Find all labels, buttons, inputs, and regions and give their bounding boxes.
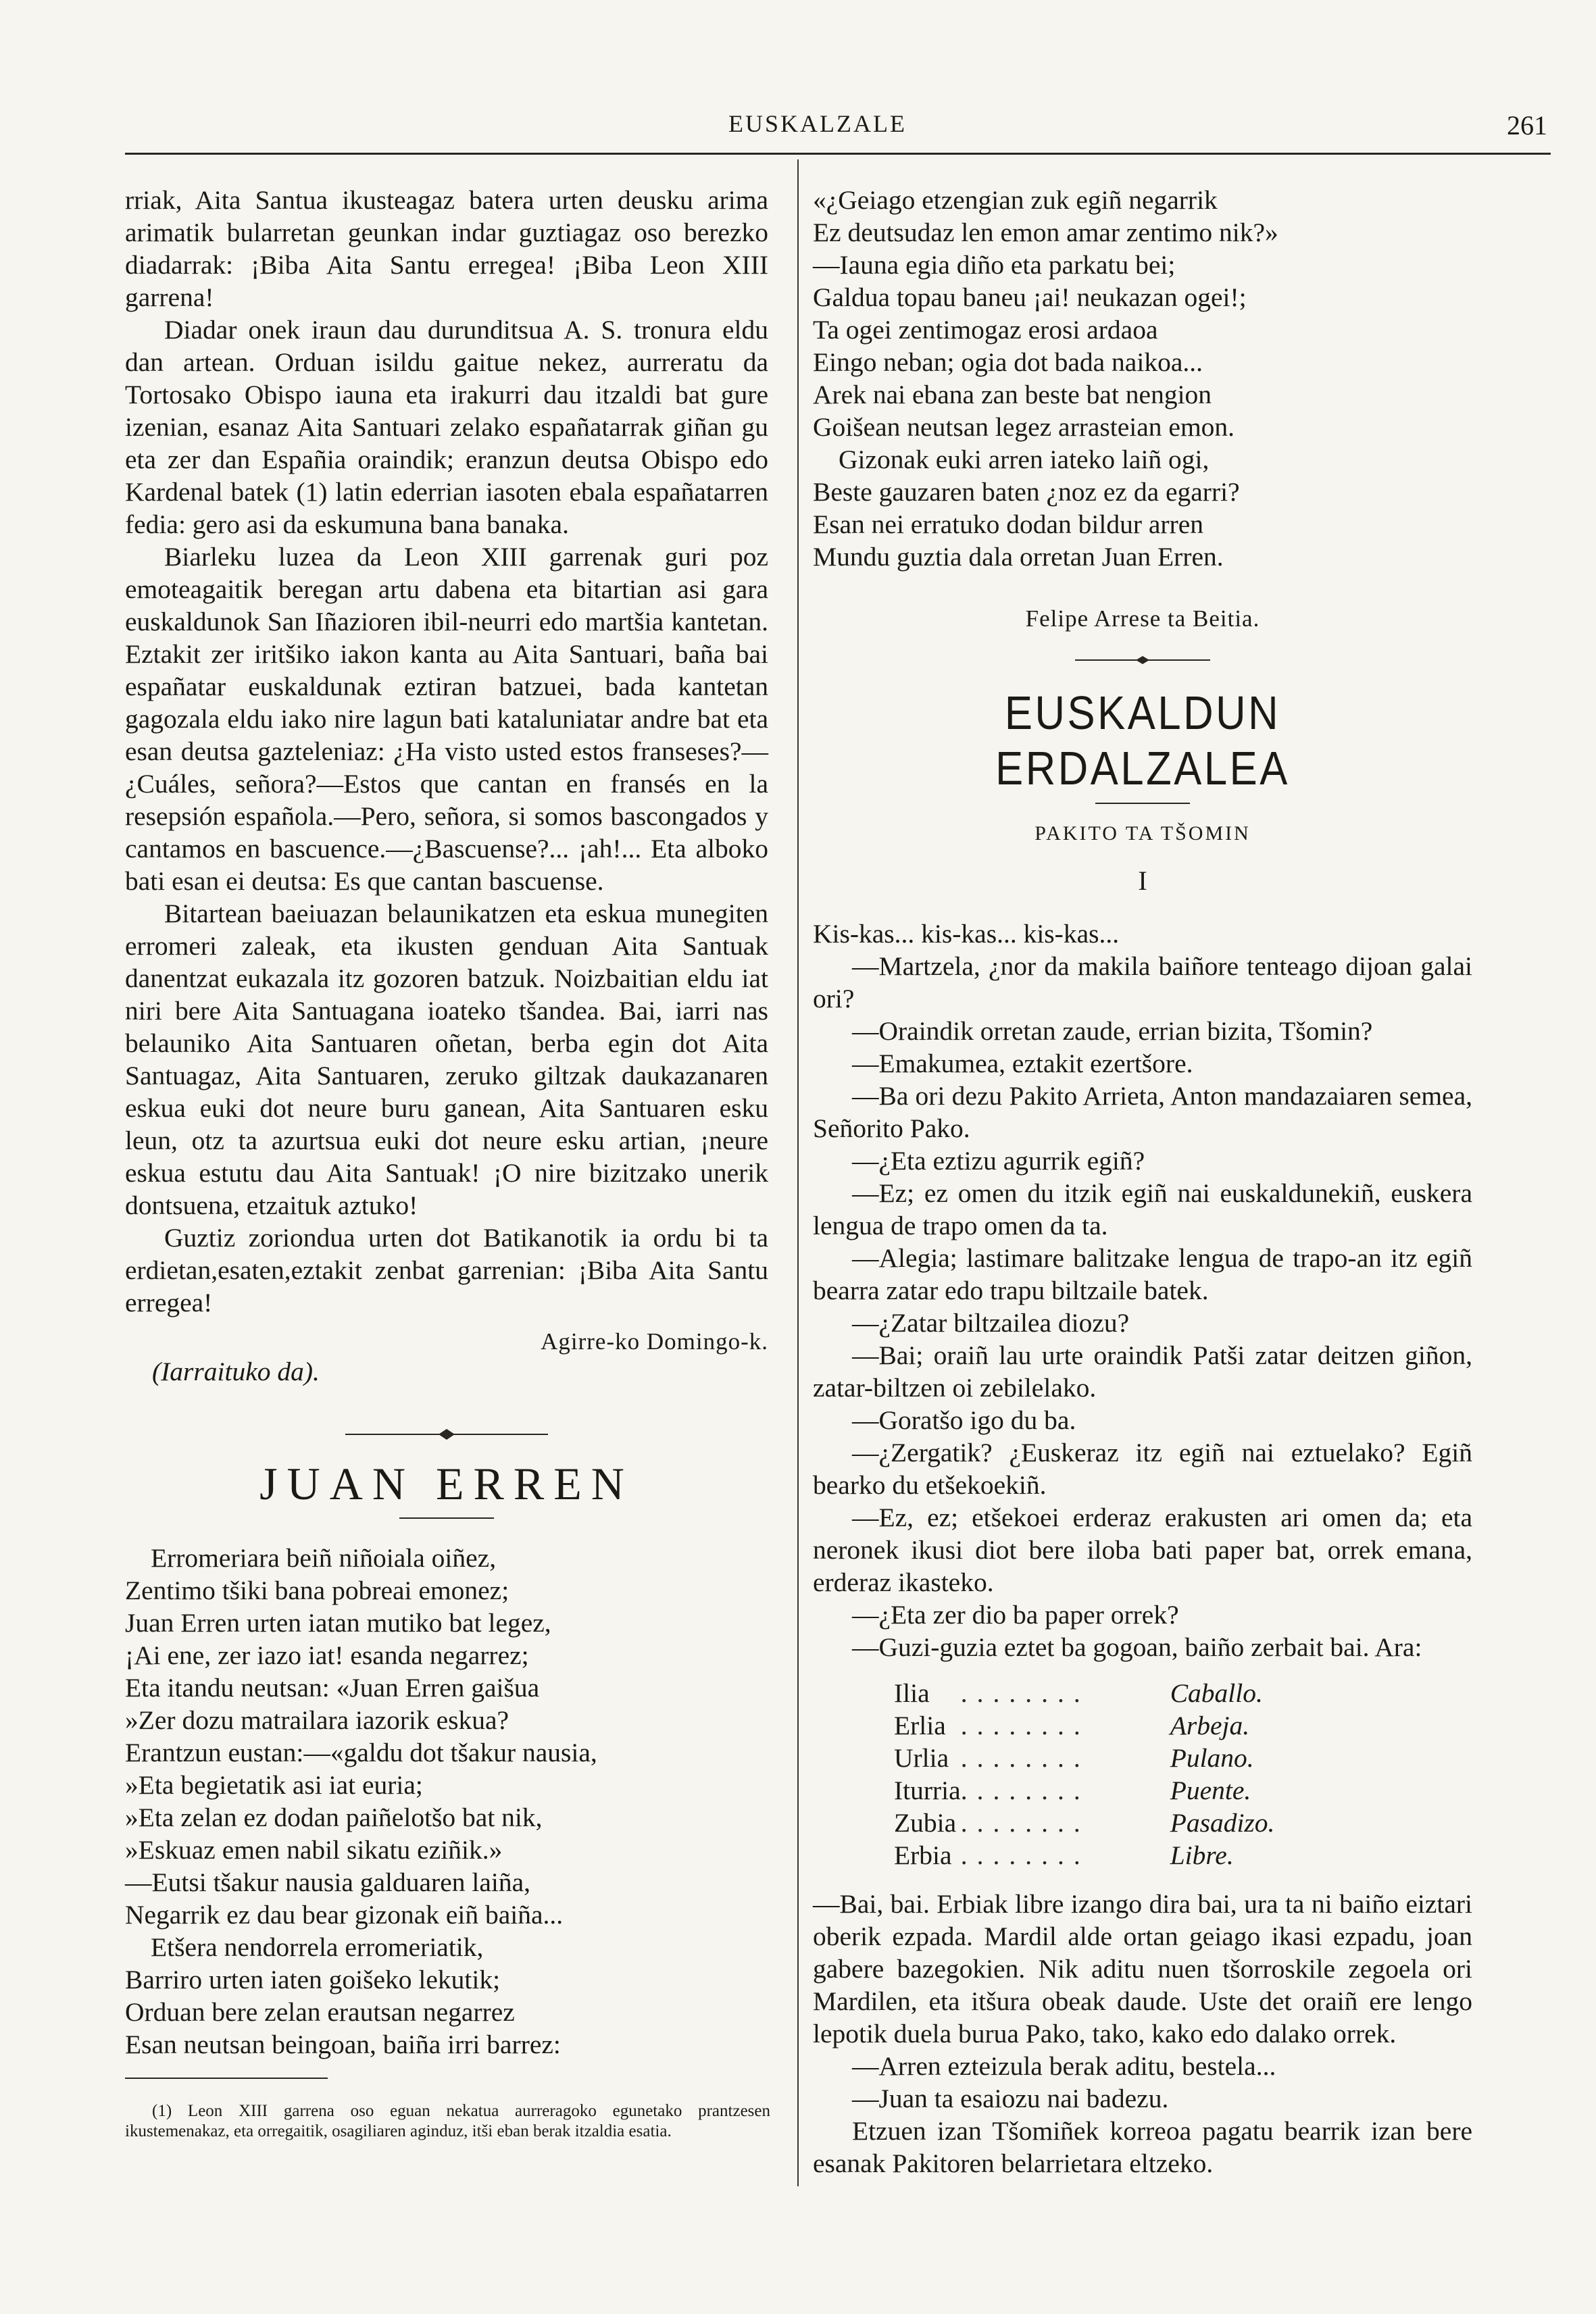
poem-line: »Eta zelan ez dodan paiñelotšo bat nik, xyxy=(125,1803,543,1832)
poem-line: Arek nai ebana zan beste bat nengion xyxy=(813,380,1212,409)
dialogue-line: —¿Zatar biltzailea diozu? xyxy=(852,1308,1130,1338)
ornament-divider xyxy=(345,1427,548,1442)
poem-line: Goišean neutsan legez arrasteian emon. xyxy=(813,412,1235,442)
poem-line: Negarrik ez dau bear gizonak eiñ baiña... xyxy=(125,1900,564,1930)
to-be-continued: (Iarraituko da). xyxy=(152,1357,320,1386)
glossary-basque: Urlia xyxy=(894,1743,949,1773)
dialogue-line: —Guzi-guzia eztet ba gogoan, baiño zerbait bai. Ara: xyxy=(852,1632,1422,1662)
dialogue-line: Etzuen izan Tšomiñek korreoa pagatu bearrik izan bere esanak Pakitoren belarrietara eltzeko. xyxy=(813,2116,1472,2178)
glossary-spanish: Pulano. xyxy=(1170,1743,1254,1773)
leader-dots: ........ xyxy=(960,1711,1090,1740)
author-signature: Agirre-ko Domingo-k. xyxy=(541,1328,768,1355)
poem-line: «¿Geiago etzengian zuk egiñ negarrik xyxy=(813,185,1218,215)
dialogue-line: —¿Eta eztizu agurrik egiñ? xyxy=(852,1146,1145,1176)
footnote-rule xyxy=(125,2078,328,2079)
glossary-spanish: Caballo. xyxy=(1170,1678,1263,1708)
poem-line: Ta ogei zentimogaz erosi ardaoa xyxy=(813,315,1158,345)
poem-line: Esan neutsan beingoan, baiña irri barrez: xyxy=(125,2030,561,2059)
right-column xyxy=(813,184,1472,2180)
dialogue-line: —Emakumea, eztakit ezertšore. xyxy=(852,1049,1193,1078)
poem-title: JUAN ERREN xyxy=(259,1458,634,1509)
poem-line: Juan Erren urten iatan mutiko bat legez, xyxy=(125,1608,551,1638)
poem-line: Orduan bere zelan erautsan negarrez xyxy=(125,1997,515,2027)
glossary-spanish: Puente. xyxy=(1170,1776,1251,1805)
poem-line: Gizonak euki arren iateko laiñ ogi, xyxy=(839,445,1210,474)
page-number: 261 xyxy=(1507,110,1547,141)
poem-line: —Iauna egia diño eta parkatu bei; xyxy=(813,250,1176,280)
dialogue-line: —Arren ezteizula berak aditu, bestela... xyxy=(852,2051,1276,2081)
paragraph: Guztiz zoriondua urten dot Batikanotik ia ordu bi ta erdietan,esaten,eztakit zenbat garrenian: ¡Biba Aita Santu erregea! xyxy=(125,1223,768,1317)
dialogue-line: —Ez, ez; etšekoei erderaz erakusten ari omen da; eta neronek ikusi diot bere iloba bati paper bat, orrek emana, erderaz ikasteko. xyxy=(813,1503,1472,1597)
leader-dots: ........ xyxy=(960,1840,1090,1870)
glossary-basque: Iturria xyxy=(894,1776,961,1805)
poem xyxy=(125,1542,768,2061)
dialogue-line: —Ez; ez omen du itzik egiñ nai euskaldunekiñ, euskera lengua de trapo omen da ta. xyxy=(813,1178,1472,1240)
poem-line: Galdua topau baneu ¡ai! neukazan ogei!; xyxy=(813,282,1247,312)
table-row xyxy=(894,1742,1274,1774)
article-subtitle: PAKITO TA TŠOMIN xyxy=(1034,822,1251,845)
left-column xyxy=(125,184,768,2061)
poem-line: »Eskuaz emen nabil sikatu eziñik.» xyxy=(125,1835,503,1865)
dialogue-line: —¿Zergatik? ¿Euskeraz itz egiñ nai eztuelako? Egiñ bearko du etšekoekiñ. xyxy=(813,1438,1472,1500)
title-underline xyxy=(1095,803,1190,804)
dialogue-line: —Alegia; lastimare balitzake lengua de trapo-an itz egiñ bearra zatar edo trapu biltzaile batek. xyxy=(813,1243,1472,1305)
leader-dots: ........ xyxy=(960,1808,1090,1838)
running-head-title: EUSKALZALE xyxy=(728,110,907,137)
glossary-spanish: Arbeja. xyxy=(1170,1711,1250,1740)
table-row xyxy=(894,1774,1274,1807)
paragraph: Diadar onek iraun dau durunditsua A. S. tronura eldu dan artean. Orduan isildu gaitue nekez, aurreratu da Tortosako Obispo iauna eta irakurri dau itzaldi bat gure izenian, esanaz Aita Santuari zelako españatarrak giñan gu eta zer dan Españia oraindik; eranzun deutsa Obispo edo Kardenal batek (1) latin ederrian iasoten ebala españatarren fedia: gero asi da eskumuna bana banaka. xyxy=(125,315,768,539)
poem-line: Barriro urten iaten goišeko lekutik; xyxy=(125,1965,501,1994)
author-signature: Felipe Arrese ta Beitia. xyxy=(1025,605,1260,632)
poem-line: Eta itandu neutsan: «Juan Erren gaišua xyxy=(125,1673,540,1703)
leader-dots: ........ xyxy=(960,1678,1090,1708)
poem-line: ¡Ai ene, zer iazo iat! esanda negarrez; xyxy=(125,1640,529,1670)
dialogue-line: —Bai; oraiñ lau urte oraindik Patši zatar deitzen giñon, zatar-biltzen oi zebilelako. xyxy=(813,1340,1472,1403)
dialogue-line: Kis-kas... kis-kas... kis-kas... xyxy=(813,919,1120,949)
poem-continued xyxy=(813,184,1472,573)
table-row xyxy=(894,1677,1274,1709)
section-number: I xyxy=(1138,865,1147,896)
header-rule xyxy=(125,153,1551,155)
poem-line: Mundu guztia dala orretan Juan Erren. xyxy=(813,542,1224,572)
poem-line: Erantzun eustan:—«galdu dot tšakur nausia, xyxy=(125,1738,597,1767)
leader-dots: ........ xyxy=(960,1743,1090,1773)
paragraph: rriak, Aita Santua ikusteagaz batera urten deusku arima arimatik bularretan geunkan indar guztiagaz oso berezko diadarrak: ¡Biba Aita Santu erregea! ¡Biba Leon XIII garrena! xyxy=(125,185,768,312)
glossary-basque: Zubia xyxy=(894,1808,957,1838)
article-title: EUSKALDUN ERDALZALEA xyxy=(995,686,1290,795)
glossary-spanish: Pasadizo. xyxy=(1170,1808,1275,1838)
dialogue-line: —Martzela, ¿nor da makila baiñore tenteago dijoan galai ori? xyxy=(813,951,1472,1013)
table-row xyxy=(894,1709,1274,1742)
title-underline xyxy=(399,1517,494,1519)
glossary-spanish: Libre. xyxy=(1170,1840,1234,1870)
table-row xyxy=(894,1839,1274,1871)
glossary-table xyxy=(894,1677,1274,1871)
glossary-basque: Ilia xyxy=(894,1678,930,1708)
glossary-basque: Erlia xyxy=(894,1711,946,1740)
poem-line: Esan nei erratuko dodan bildur arren xyxy=(813,509,1204,539)
dialogue-line: —Ba ori dezu Pakito Arrieta, Anton mandazaiaren semea, Señorito Pako. xyxy=(813,1081,1472,1143)
table-row xyxy=(894,1807,1274,1839)
dialogue-line: —Oraindik orretan zaude, errian bizita, Tšomin? xyxy=(852,1016,1373,1046)
dialogue-line: —Juan ta esaiozu nai badezu. xyxy=(852,2084,1169,2113)
poem-line: Erromeriara beiñ niñoiala oiñez, xyxy=(151,1543,497,1573)
poem-line: Etšera nendorrela erromeriatik, xyxy=(151,1932,484,1962)
column-rule xyxy=(797,159,799,2186)
paragraph: Biarleku luzea da Leon XIII garrenak guri poz emoteagaitik beregan artu dabena eta bitartian asi gara euskaldunok San Iñazioren ibil-neurri edo martšia kantetan. Eztakit zer iritšiko iakon kanta au Aita Santuari, baña bai españatar euskaldunak eztiran batzuei, bada kantetan gagozala eldu iako nire lagun bati kataluniatar andre bat eta esan deutsa gazteleniaz: ¿Ha visto usted estos franseses?—¿Cuáles, señora?—Estos que cantan en fransés en la resepsión española.—Pero, señora, si somos bascongados y cantamos en bascuence.—¿Bascuense?... ¡ah!... Eta alboko bati esan ei deutsa: Es que cantan bascuense. xyxy=(125,542,768,896)
ornament-divider xyxy=(1075,655,1210,665)
footnote: (1) Leon XIII garrena oso eguan nekatua aurreragoko egunetako prantzesen ikustemenakaz, eta orregaitik, osagiliaren aginduz, itši eban berak itzaldia esatia. xyxy=(125,2102,770,2140)
paragraph: Bitartean baeiuazan belaunikatzen eta eskua munegiten erromeri zaleak, eta ikusten genduan Aita Santuak danentzat eukazala itz gozoren batzuk. Noizbaitian eldu iat niri bere Aita Santuagana ioateko tšandea. Bai, iarri nas belauniko Aita Santuaren oñetan, berba egin dot Aita Santuagaz, Aita Santuaren, zeruko giltzak daukazanaren eskua euki dot neure buru ganean, Aita Santuaren esku leun, otz ta azurtsua euki dot neure esku artian, ¡neure eskua estutu dau Aita Santuak! ¡O nire bizitzako unerik dontsuena, etzaituk aztuko! xyxy=(125,899,768,1220)
glossary-basque: Erbia xyxy=(894,1840,952,1870)
poem-line: »Zer dozu matrailara iazorik eskua? xyxy=(125,1705,509,1735)
poem-line: Eingo neban; ogia dot bada naikoa... xyxy=(813,347,1203,377)
dialogue-line: —¿Eta zer dio ba paper orrek? xyxy=(852,1600,1179,1630)
poem-line: —Eutsi tšakur nausia galduaren laiña, xyxy=(125,1867,531,1897)
dialogue-line: —Goratšo igo du ba. xyxy=(852,1405,1076,1435)
poem-line: Beste gauzaren baten ¿noz ez da egarri? xyxy=(813,477,1240,507)
poem-line: Ez deutsudaz len emon amar zentimo nik?» xyxy=(813,218,1278,247)
poem-line: Zentimo tšiki bana pobreai emonez; xyxy=(125,1576,509,1605)
poem-line: »Eta begietatik asi iat euria; xyxy=(125,1770,423,1800)
leader-dots: ........ xyxy=(960,1776,1090,1805)
dialogue-line: —Bai, bai. Erbiak libre izango dira bai, ura ta ni baiño eiztari oberik ezpada. Mardil alde ortan geiago ikasi ezpadu, joan gabere bazegokien. Nik aditu nuen tšorroskile zegoela ori Mardilen, eta itšura obeak daude. Uste det oraiñ ere lengo lepotik duela burua Pako, tako, kako edo dalako orrek. xyxy=(813,1889,1472,2048)
